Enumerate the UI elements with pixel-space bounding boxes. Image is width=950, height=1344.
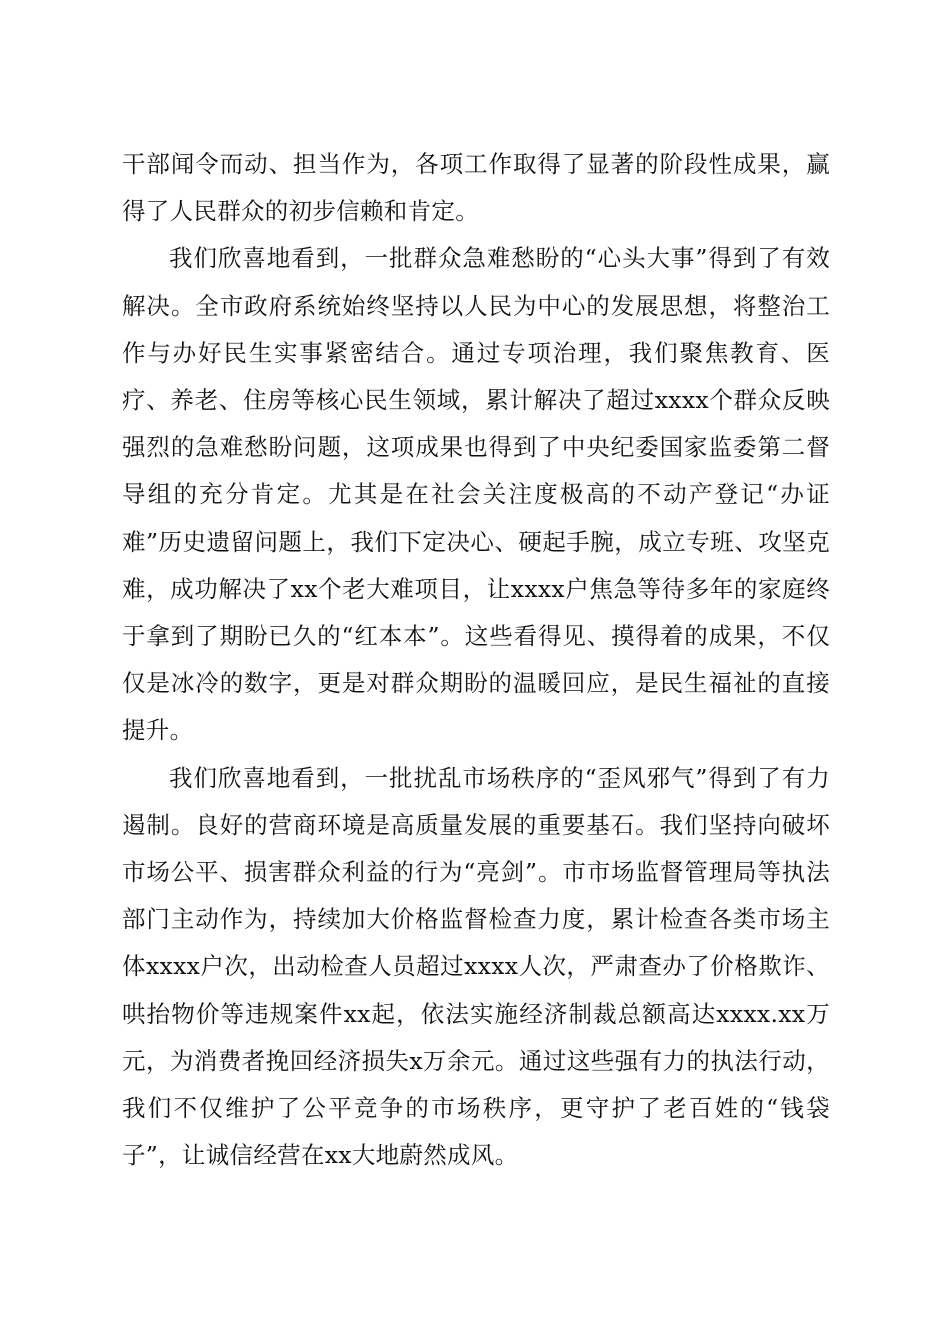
paragraph-market-order: 我们欣喜地看到，一批扰乱市场秩序的“歪风邪气”得到了有力遏制。良好的营商环境是高质量发展的重要基石。我们坚持向破坏市场公平、损害群众利益的行为“亮剑”。市市场监督管理局等执法部门主动作为，持续加大价格监督检查力度，累计检查各类市场主体xxxx户次，出动检查人员超过xxxx人次，严肃查办了价格欺诈、哄抬物价等违规案件xx起，依法实施经济制裁总额高达xxxx.xx万元，为消费者挽回经济损失x万余元。通过这些强有力的执法行动，我们不仅维护了公平竞争的市场秩序，更守护了老百姓的“钱袋子”，让诚信经营在xx大地蔚然成风。: [122, 763, 830, 1170]
paragraph-livelihood: 我们欣喜地看到，一批群众急难愁盼的“心头大事”得到了有效解决。全市政府系统始终坚持以人民为中心的发展思想，将整治工作与办好民生实事紧密结合。通过专项治理，我们聚焦教育、医疗、养老、住房等核心民生领域，累计解决了超过xxxx个群众反映强烈的急难愁盼问题，这项成果也得到了中央纪委国家监委第二督导组的充分肯定。尤其是在社会关注度极高的不动产登记“办证难”历史遗留问题上，我们下定决心、硬起手腕，成立专班、攻坚克难，成功解决了xx个老大难项目，让xxxx户焦急等待多年的家庭终于拿到了期盼已久的“红本本”。这些看得见、摸得着的成果，不仅仅是冰冷的数字，更是对群众期盼的温暖回应，是民生福祉的直接提升。: [122, 244, 830, 745]
paragraph-continuation: 干部闻令而动、担当作为，各项工作取得了显著的阶段性成果，赢得了人民群众的初步信赖和肯定。: [122, 150, 830, 226]
document-body: [122, 141, 830, 1179]
